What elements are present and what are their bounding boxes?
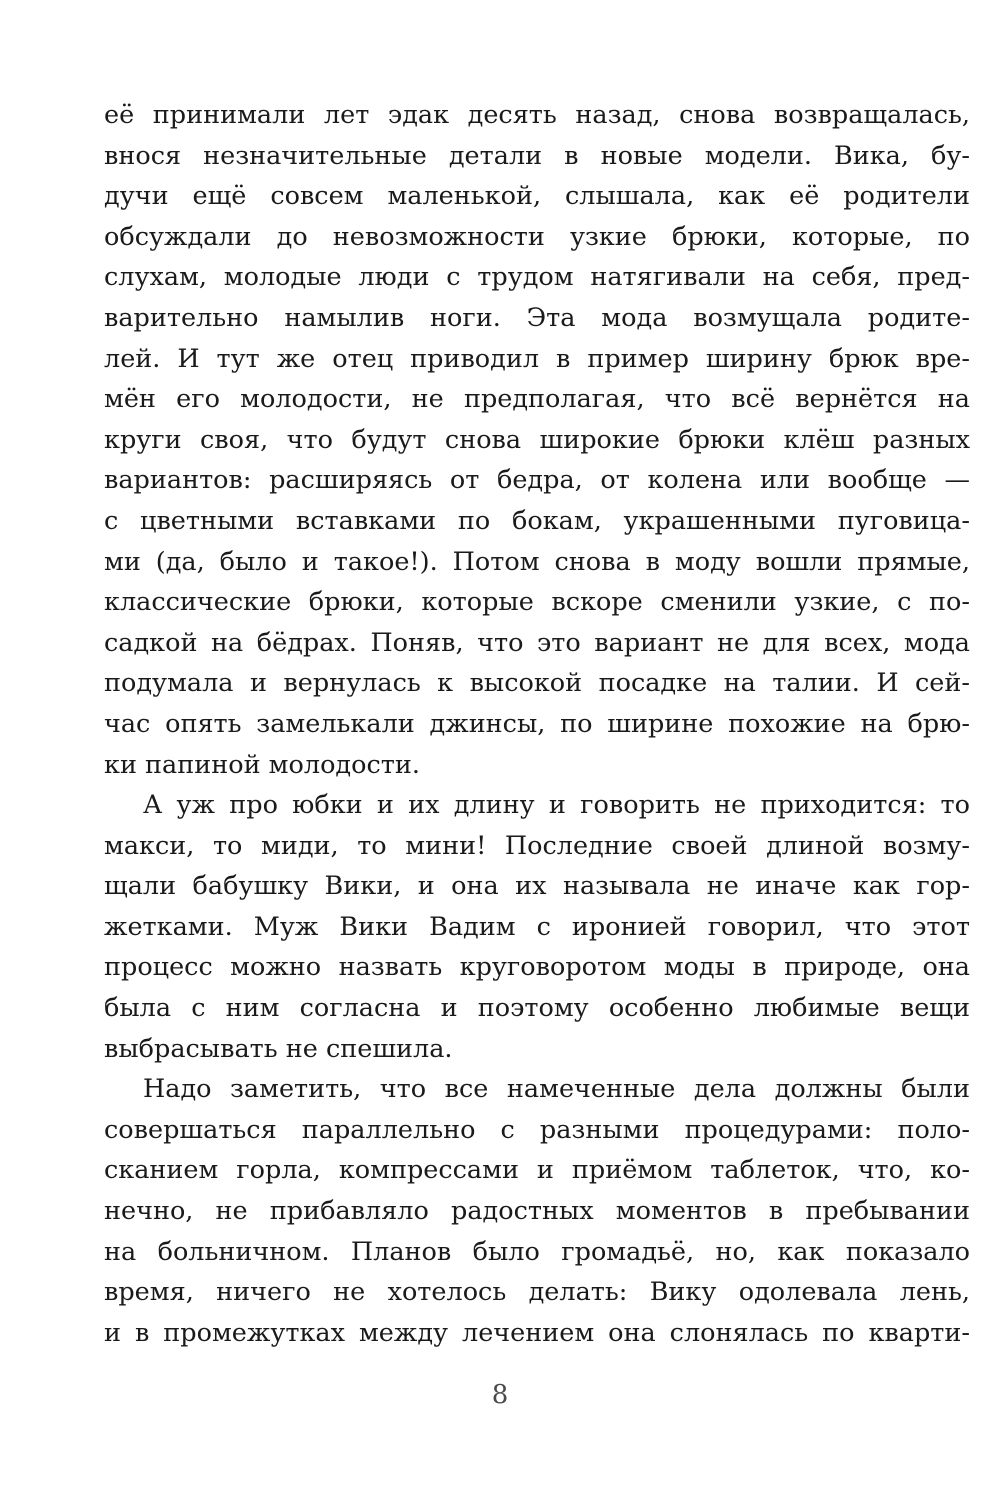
text-line: круги своя, что будут снова широкие брюки клёш разных bbox=[104, 424, 970, 455]
paragraph bbox=[104, 785, 970, 1069]
text-line: классические брюки, которые вскоре сменили узкие, с по- bbox=[104, 587, 970, 618]
paragraph bbox=[104, 95, 970, 785]
text-line: вариантов: расширяясь от бедра, от колена или вообще — bbox=[104, 465, 970, 496]
text-line: Надо заметить, что все намеченные дела должны были bbox=[143, 1074, 970, 1105]
text-line: ми (да, было и такое!). Потом снова в моду вошли прямые, bbox=[104, 546, 970, 577]
text-line: жетками. Муж Вики Вадим с иронией говорил, что этот bbox=[104, 911, 970, 942]
text-line: совершаться параллельно с разными процедурами: поло- bbox=[104, 1114, 970, 1145]
text-line: подумала и вернулась к высокой посадке на талии. И сей- bbox=[104, 668, 970, 699]
text-line: варительно намылив ноги. Эта мода возмущала родите- bbox=[104, 302, 970, 333]
text-line: ки папиной молодости. bbox=[104, 749, 420, 780]
text-line: выбрасывать не спешила. bbox=[104, 1033, 453, 1064]
text-line: нечно, не прибавляло радостных моментов в пребывании bbox=[104, 1196, 970, 1227]
text-line: мён его молодости, не предполагая, что всё вернётся на bbox=[104, 384, 970, 415]
text-line: была с ним согласна и поэтому особенно любимые вещи bbox=[104, 993, 970, 1024]
text-line: щали бабушку Вики, и она их называла не иначе как гор- bbox=[104, 871, 970, 902]
text-line: садкой на бёдрах. Поняв, что это вариант не для всех, мода bbox=[104, 627, 970, 658]
page-body bbox=[104, 95, 970, 1353]
text-line: время, ничего не хотелось делать: Вику одолевала лень, bbox=[104, 1277, 970, 1308]
text-line: лей. И тут же отец приводил в пример ширину брюк вре- bbox=[104, 343, 970, 374]
text-line: с цветными вставками по бокам, украшенными пуговица- bbox=[104, 505, 970, 536]
text-line: сканием горла, компрессами и приёмом таблеток, что, ко- bbox=[104, 1155, 970, 1186]
paragraph bbox=[104, 1069, 970, 1353]
text-line: дучи ещё совсем маленькой, слышала, как её родители bbox=[104, 181, 970, 212]
text-line: А уж про юбки и их длину и говорить не приходится: то bbox=[143, 790, 970, 821]
text-line: на больничном. Планов было громадьё, но, как показало bbox=[104, 1236, 970, 1267]
text-line: обсуждали до невозможности узкие брюки, которые, по bbox=[104, 221, 970, 252]
text-line: слухам, молодые люди с трудом натягивали на себя, пред- bbox=[104, 262, 970, 293]
text-line: внося незначительные детали в новые модели. Вика, бу- bbox=[104, 140, 970, 171]
text-line: макси, то миди, то мини! Последние своей длиной возму- bbox=[104, 830, 970, 861]
text-line: её принимали лет эдак десять назад, снова возвращалась, bbox=[104, 100, 970, 130]
page-number: 8 bbox=[491, 1380, 509, 1410]
text-line: час опять замелькали джинсы, по ширине похожие на брю- bbox=[104, 708, 970, 739]
text-line: и в промежутках между лечением она слонялась по кварти- bbox=[104, 1317, 970, 1348]
text-line: процесс можно назвать круговоротом моды в природе, она bbox=[104, 952, 970, 983]
